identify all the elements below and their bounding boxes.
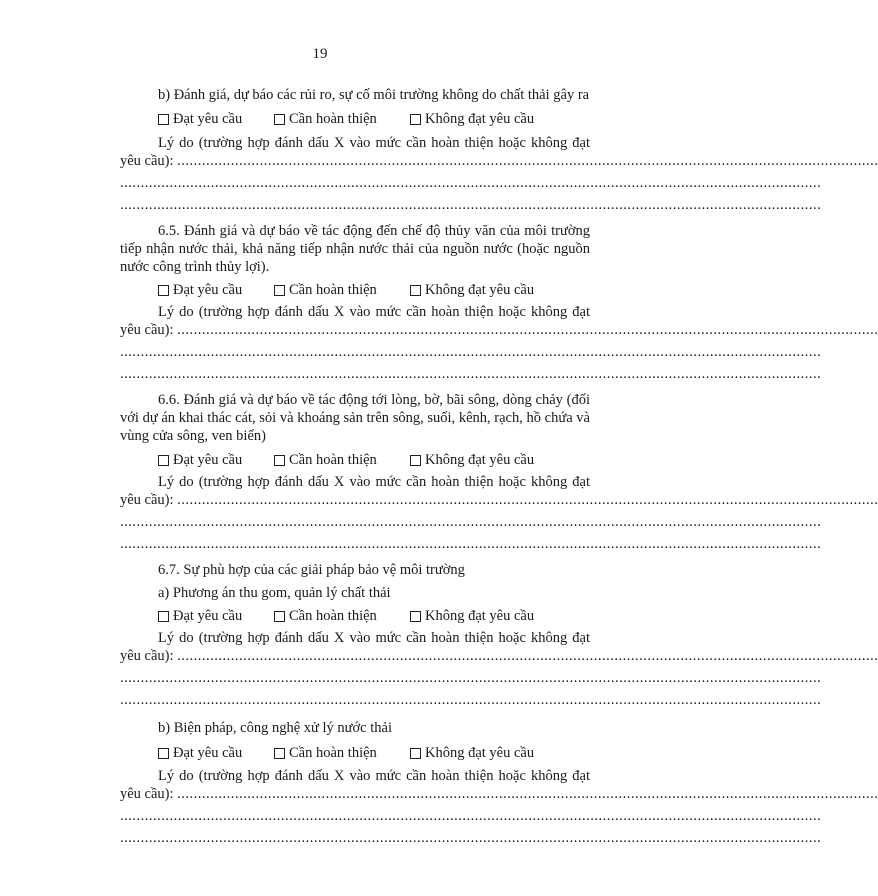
option-label: Không đạt yêu cầu <box>425 111 535 127</box>
reason-prompt: Lý do (trường hợp đánh dấu X vào mức cần hoàn thiện hoặc không đạt <box>158 304 590 320</box>
option-pass[interactable] <box>158 744 242 762</box>
dotted-answer-line[interactable]: .......................................................................................................................................................................... <box>120 670 822 686</box>
option-row <box>158 744 598 762</box>
option-improve[interactable] <box>274 744 377 762</box>
dotted-answer-line[interactable]: .......................................................................................................................................................................... <box>120 514 822 530</box>
dotted-answer-line[interactable]: .......................................................................................................................................................................... <box>120 536 822 552</box>
option-fail[interactable] <box>410 451 534 469</box>
dotted-answer-line[interactable]: .......................................................................................................................................................................... <box>120 366 822 382</box>
dotted-fill: .......................................................................................................................................................................... <box>177 492 878 508</box>
checkbox-icon[interactable] <box>410 114 421 125</box>
option-label: Không đạt yêu cầu <box>425 745 535 761</box>
section-heading: 6.6. Đánh giá và dự báo về tác động tới lòng, bờ, bãi sông, dòng chảy (đối <box>158 392 590 408</box>
option-row <box>158 607 598 625</box>
option-label: Không đạt yêu cầu <box>425 608 535 624</box>
reason-prompt: Lý do (trường hợp đánh dấu X vào mức cần hoàn thiện hoặc không đạt <box>158 630 590 646</box>
option-label: Đạt yêu cầu <box>173 452 243 468</box>
checkbox-icon[interactable] <box>274 455 285 466</box>
section-heading: 6.5. Đánh giá và dự báo về tác động đến chế độ thủy văn của môi trường <box>158 223 590 239</box>
subsection-heading: a) Phương án thu gom, quản lý chất thải <box>158 585 391 601</box>
checkbox-icon[interactable] <box>274 114 285 125</box>
section-heading-cont: vùng cửa sông, ven biển) <box>120 428 266 444</box>
checkbox-icon[interactable] <box>410 455 421 466</box>
checkbox-icon[interactable] <box>158 114 169 125</box>
option-label: Cần hoàn thiện <box>289 282 377 298</box>
reason-prompt: Lý do (trường hợp đánh dấu X vào mức cần hoàn thiện hoặc không đạt <box>158 768 590 784</box>
option-label: Đạt yêu cầu <box>173 608 243 624</box>
checkbox-icon[interactable] <box>158 748 169 759</box>
section-heading-cont: với dự án khai thác cát, sỏi và khoáng sản trên sông, suối, kênh, rạch, hồ chứa và <box>120 410 590 426</box>
checkbox-icon[interactable] <box>410 748 421 759</box>
reason-answer-line[interactable] <box>120 152 878 170</box>
checkbox-icon[interactable] <box>158 285 169 296</box>
subsection-heading: b) Biện pháp, công nghệ xử lý nước thải <box>158 720 392 736</box>
option-row <box>158 281 598 299</box>
option-improve[interactable] <box>274 110 377 128</box>
checkbox-icon[interactable] <box>158 455 169 466</box>
checkbox-icon[interactable] <box>274 285 285 296</box>
option-improve[interactable] <box>274 607 377 625</box>
reason-answer-line[interactable] <box>120 647 878 665</box>
option-row <box>158 110 598 128</box>
option-pass[interactable] <box>158 607 242 625</box>
reason-prompt: Lý do (trường hợp đánh dấu X vào mức cần hoàn thiện hoặc không đạt <box>158 474 590 490</box>
reason-answer-line[interactable] <box>120 491 878 509</box>
dotted-answer-line[interactable]: .......................................................................................................................................................................... <box>120 830 822 846</box>
option-pass[interactable] <box>158 451 242 469</box>
dotted-answer-line[interactable]: .......................................................................................................................................................................... <box>120 344 822 360</box>
option-fail[interactable] <box>410 281 534 299</box>
dotted-fill: .......................................................................................................................................................................... <box>177 322 878 338</box>
option-label: Cần hoàn thiện <box>289 452 377 468</box>
checkbox-icon[interactable] <box>274 748 285 759</box>
dotted-answer-line[interactable]: .......................................................................................................................................................................... <box>120 692 822 708</box>
checkbox-icon[interactable] <box>410 285 421 296</box>
option-label: Cần hoàn thiện <box>289 608 377 624</box>
option-fail[interactable] <box>410 607 534 625</box>
dotted-answer-line[interactable]: .......................................................................................................................................................................... <box>120 808 822 824</box>
dotted-fill: .......................................................................................................................................................................... <box>177 648 878 664</box>
dotted-fill: .......................................................................................................................................................................... <box>177 786 878 802</box>
reason-answer-line[interactable] <box>120 785 878 803</box>
reason-label: yêu cầu): <box>120 492 174 508</box>
option-fail[interactable] <box>410 744 534 762</box>
page-number: 19 <box>312 46 328 62</box>
reason-label: yêu cầu): <box>120 153 174 169</box>
checkbox-icon[interactable] <box>158 611 169 622</box>
reason-answer-line[interactable] <box>120 321 878 339</box>
dotted-answer-line[interactable]: .......................................................................................................................................................................... <box>120 197 822 213</box>
dotted-answer-line[interactable]: .......................................................................................................................................................................... <box>120 175 822 191</box>
reason-label: yêu cầu): <box>120 786 174 802</box>
dotted-fill: .......................................................................................................................................................................... <box>177 153 878 169</box>
section-heading: 6.7. Sự phù hợp của các giải pháp bảo vệ môi trường <box>158 562 465 578</box>
option-label: Không đạt yêu cầu <box>425 452 535 468</box>
option-label: Cần hoàn thiện <box>289 745 377 761</box>
checkbox-icon[interactable] <box>410 611 421 622</box>
option-label: Đạt yêu cầu <box>173 745 243 761</box>
option-improve[interactable] <box>274 451 377 469</box>
option-label: Đạt yêu cầu <box>173 111 243 127</box>
option-label: Cần hoàn thiện <box>289 111 377 127</box>
option-row <box>158 451 598 469</box>
reason-label: yêu cầu): <box>120 322 174 338</box>
section-heading-cont: nước công trình thủy lợi). <box>120 259 270 275</box>
section-heading-cont: tiếp nhận nước thải, khả năng tiếp nhận nước thải của nguồn nước (hoặc nguồn <box>120 241 590 257</box>
reason-prompt: Lý do (trường hợp đánh dấu X vào mức cần hoàn thiện hoặc không đạt <box>158 135 590 151</box>
reason-label: yêu cầu): <box>120 648 174 664</box>
option-pass[interactable] <box>158 110 242 128</box>
option-improve[interactable] <box>274 281 377 299</box>
option-pass[interactable] <box>158 281 242 299</box>
option-fail[interactable] <box>410 110 534 128</box>
option-label: Không đạt yêu cầu <box>425 282 535 298</box>
checkbox-icon[interactable] <box>274 611 285 622</box>
option-label: Đạt yêu cầu <box>173 282 243 298</box>
section-heading: b) Đánh giá, dự báo các rủi ro, sự cố môi trường không do chất thải gây ra <box>158 87 590 103</box>
